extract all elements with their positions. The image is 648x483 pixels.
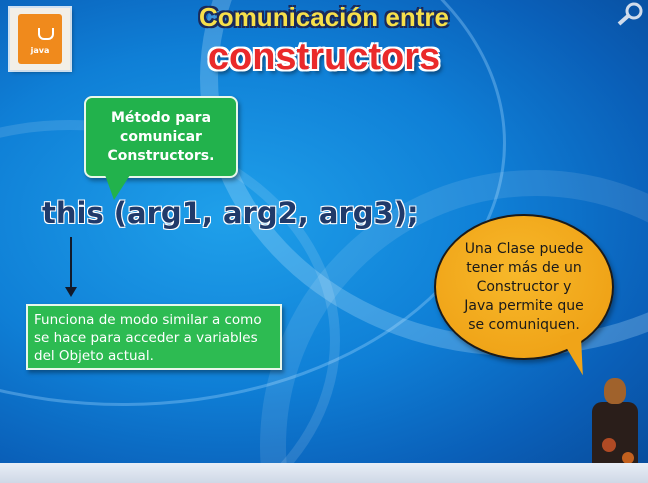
callout-line: Método para xyxy=(110,109,212,126)
explanation-box: Funciona de modo similar a como se hace para acceder a variables del Objeto actual. xyxy=(26,304,282,370)
code-statement: this (arg1, arg2, arg3); xyxy=(42,196,419,230)
down-arrow-icon xyxy=(70,237,72,289)
speech-line: Una Clase puede xyxy=(464,240,584,257)
callout-line: comunicar xyxy=(120,128,202,145)
speech-line: se comuniquen. xyxy=(468,316,580,333)
speech-line: Java permite que xyxy=(464,297,584,314)
slide-title-line2: constructors xyxy=(207,36,441,78)
method-callout xyxy=(84,96,238,178)
bottom-bar xyxy=(0,463,648,483)
character-head xyxy=(604,378,626,404)
slide-title-line1: Comunicación entre xyxy=(199,2,449,32)
callout-line: Constructors. xyxy=(107,147,215,164)
down-arrow-head xyxy=(65,287,77,297)
speech-line: tener más de un xyxy=(466,259,582,276)
speech-line: Constructor y xyxy=(476,278,572,295)
speech-bubble xyxy=(434,214,614,360)
java-logo-text: java xyxy=(30,46,50,55)
